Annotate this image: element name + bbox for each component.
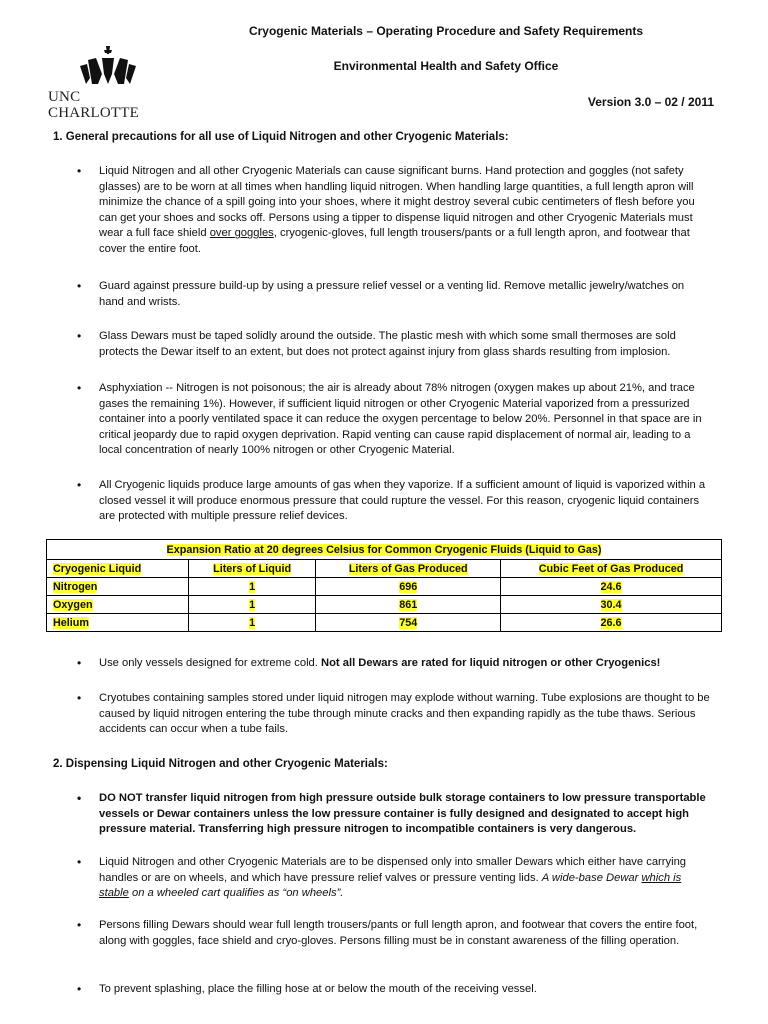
section-1-heading: 1. General precautions for all use of Liquid Nitrogen and other Cryogenic Materials: xyxy=(53,131,509,143)
table-cell: 1 xyxy=(188,578,316,596)
unc-charlotte-logo xyxy=(48,44,173,121)
table-row xyxy=(47,614,722,632)
section-1-bullet-7: • Cryotubes containing samples stored under liquid nitrogen may explode without warning. Tube explosions are thought to be caused by liquid nitrogen entering the tube through minute cracks and then expanding rapidly as the tube thaws. Serious accidents can occur when a tube fails. xyxy=(99,691,711,738)
section-1-bullet-5: • All Cryogenic liquids produce large amounts of gas when they vaporize. If a sufficient amount of liquid is vaporized within a closed vessel it will produce enormous pressure that could rupture the vessel. For this reason, cryogenic liquid containers are protected with multiple pressure relief devices. xyxy=(99,478,711,525)
table-caption: Expansion Ratio at 20 degrees Celsius for Common Cryogenic Fluids (Liquid to Gas) xyxy=(47,540,722,560)
table-row xyxy=(47,596,722,614)
table-cell: 1 xyxy=(188,596,316,614)
section-1-bullet-2: • Guard against pressure build-up by using a pressure relief vessel or a venting lid. Remove metallic jewelry/watches on hand and wrists. xyxy=(99,279,711,310)
expansion-ratio-table xyxy=(46,539,722,632)
section-1-bullet-4: • Asphyxiation -- Nitrogen is not poisonous; the air is already about 78% nitrogen (oxygen makes up about 21%, and trace gases the remaining 1%). However, if sufficient liquid nitrogen or other Cryogenic Material vaporized from a pressurized container into a poorly ventilated space it can reduce the oxygen percentage to below 20%. Personnel in that space are in critical jeopardy due to rapid oxygen deprivation. Rapid venting can cause rapid displacement of normal air, leading to a local concentration of nearly 100% nitrogen or other Cryogenic Material. xyxy=(99,381,711,459)
table-header-cell: Cubic Feet of Gas Produced xyxy=(501,560,722,578)
section-2-bullet-3: • Persons filling Dewars should wear full length trousers/pants or full length apron, and footwear that covers the entire foot, along with goggles, face shield and cryo-gloves. Persons filling must be in constant awareness of the filling operation. xyxy=(99,918,711,949)
section-1-bullet-3: • Glass Dewars must be taped solidly around the outside. The plastic mesh with which some small thermoses are sold protects the Dewar itself to an extent, but does not protect against injury from glass shards resulting from implosion. xyxy=(99,329,711,360)
table-cell: 754 xyxy=(316,614,501,632)
table-header-cell: Cryogenic Liquid xyxy=(47,560,189,578)
section-2-bullet-2: • Liquid Nitrogen and other Cryogenic Materials are to be dispensed only into smaller Dewars which either have carrying handles or are on wheels, and which have pressure relief valves or pressure venting lids. A wide-base Dewar which is stable on a wheeled cart qualifies as “on wheels”. xyxy=(99,855,711,902)
table-cell: 30.4 xyxy=(501,596,722,614)
logo-text: UNC CHARLOTTE xyxy=(48,89,139,121)
table-header-row xyxy=(47,560,722,578)
table-cell: 696 xyxy=(316,578,501,596)
section-2-bullet-1: • DO NOT transfer liquid nitrogen from high pressure outside bulk storage containers to low pressure transportable vessels or Dewar containers unless the low pressure container is fully designed and designated to accept high pressure material. Transferring high pressure nitrogen to incompatible containers is very dangerous. xyxy=(99,791,711,838)
table-cell: Nitrogen xyxy=(47,578,189,596)
version-label: Version 3.0 – 02 / 2011 xyxy=(587,95,714,109)
table-row xyxy=(47,578,722,596)
table-cell: 1 xyxy=(188,614,316,632)
section-2-heading: 2. Dispensing Liquid Nitrogen and other Cryogenic Materials: xyxy=(53,758,388,770)
section-1-bullet-1: • Liquid Nitrogen and all other Cryogenic Materials can cause significant burns. Hand protection and goggles (not safety glasses) are to be worn at all times when handling liquid nitrogen. When handling large quantities, a full length apron will minimize the chance of a spill going into your shoes, where it might destroy several cubic centimeters of flesh before you can get your shoes and socks off. Persons using a tipper to dispense liquid nitrogen and other Cryogenic Materials must wear a full face shield over goggles, cryogenic-gloves, full length trousers/pants or a full length apron, and footwear that cover the entire foot. xyxy=(99,164,711,258)
table-header-cell: Liters of Liquid xyxy=(188,560,316,578)
table-cell: 861 xyxy=(316,596,501,614)
section-1-bullet-6: • Use only vessels designed for extreme cold. Not all Dewars are rated for liquid nitrogen or other Cryogenics! xyxy=(99,656,711,672)
section-2-bullet-4: • To prevent splashing, place the filling hose at or below the mouth of the receiving vessel. xyxy=(99,982,711,998)
table-cell: Oxygen xyxy=(47,596,189,614)
table-header-cell: Liters of Gas Produced xyxy=(316,560,501,578)
table-cell: 26.6 xyxy=(501,614,722,632)
table-caption-row xyxy=(47,540,722,560)
table-cell: Helium xyxy=(47,614,189,632)
office-name: Environmental Health and Safety Office xyxy=(333,59,559,73)
document-title: Cryogenic Materials – Operating Procedure and Safety Requirements xyxy=(248,24,644,38)
table-cell: 24.6 xyxy=(501,578,722,596)
